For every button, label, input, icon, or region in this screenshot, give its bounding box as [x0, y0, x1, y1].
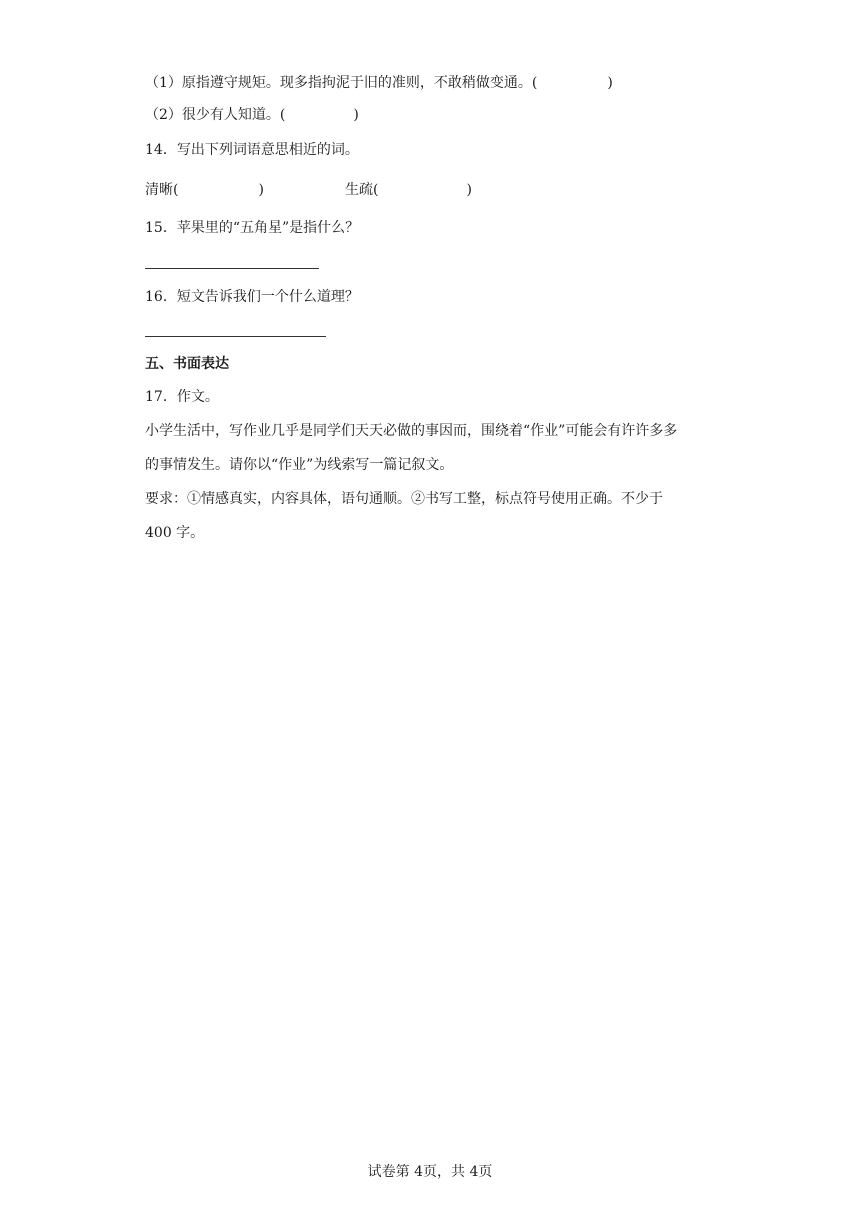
q16-answer-line[interactable] — [145, 336, 326, 337]
page-footer: 试卷第 4页，共 4页 — [367, 1164, 493, 1180]
q17-question: 17．作文。 — [145, 389, 219, 405]
q17-paragraph-line-2: 的事情发生。请你以“作业”为线索写一篇记叙文。 — [145, 457, 454, 473]
q15-question: 15．苹果里的“五角星”是指什么？ — [145, 220, 360, 236]
q14-word-2 — [345, 180, 472, 200]
q14-word-1 — [145, 180, 264, 200]
q15-answer-line[interactable] — [145, 268, 319, 269]
q13-item-2-close: ) — [353, 107, 359, 123]
q13-item-1-text: （1）原指遵守规矩。现多指拘泥于旧的准则，不敢稍做变通。( — [145, 75, 538, 91]
q13-item-1 — [145, 73, 613, 93]
q14-word-1-close: ) — [258, 182, 264, 198]
q13-item-2-text: （2）很少有人知道。( — [145, 107, 286, 123]
q14-word-2-label: 生疏( — [345, 182, 379, 198]
q13-item-1-close: ) — [607, 75, 613, 91]
q14-word-1-label: 清晰( — [145, 182, 179, 198]
q13-item-2 — [145, 105, 359, 125]
section-heading: 五、书面表达 — [145, 356, 229, 372]
q14-word-2-close: ) — [466, 182, 472, 198]
q17-paragraph-line-1: 小学生活中，写作业几乎是同学们天天必做的事因而，围绕着“作业”可能会有许许多多 — [145, 423, 678, 439]
q17-requirement-line-2: 400 字。 — [145, 525, 205, 541]
q17-requirement-line-1: 要求：①情感真实，内容具体，语句通顺。②书写工整，标点符号使用正确。不少于 — [145, 491, 663, 507]
q16-question: 16．短文告诉我们一个什么道理？ — [145, 289, 359, 305]
q14-question: 14．写出下列词语意思相近的词。 — [145, 142, 359, 158]
